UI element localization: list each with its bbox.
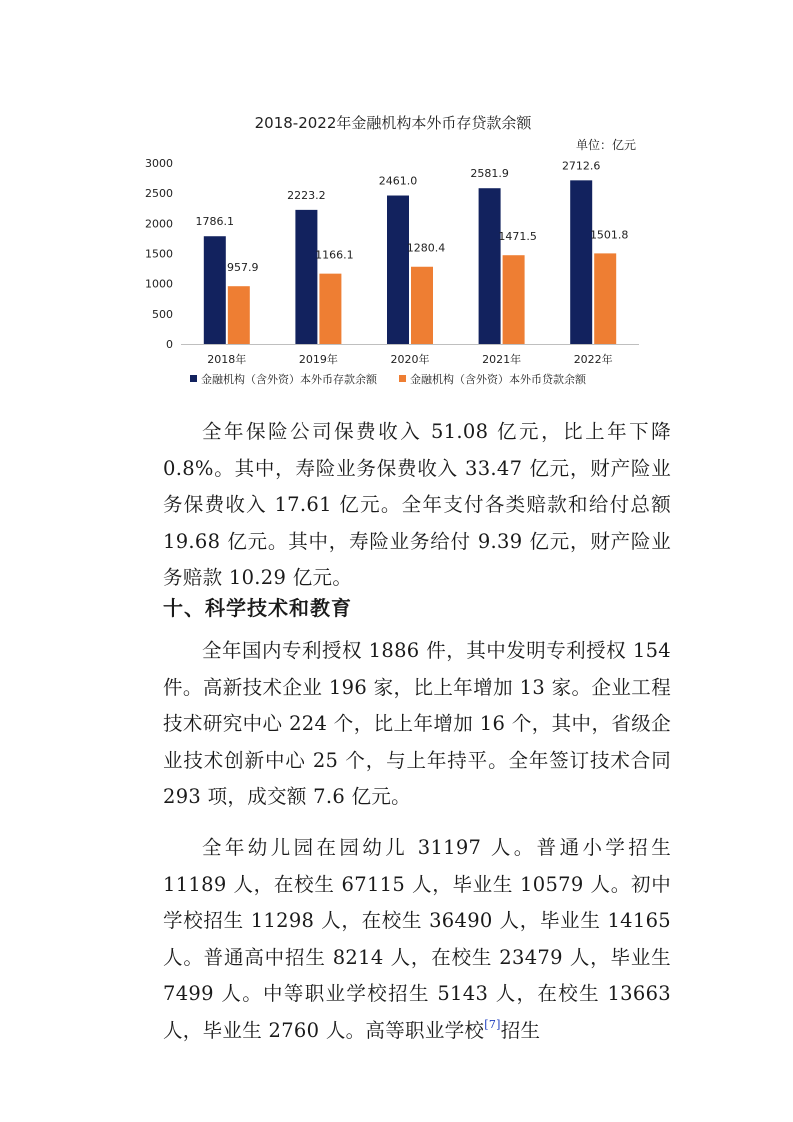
education-main: 全年幼儿园在园幼儿 31197 人。普通小学招生 11189 人，在校生 67115 人，毕业生 10579 人。初中学校招生 11298 人，在校生 36490 人，毕业生 14165 人。普通高中招生 8214 人，在校生 23479 人，毕业生 7499 人。中等职业学校招生 5143 人，在校生 13663 人，毕业生 2760 人。高等职业学校 xyxy=(163,836,671,1042)
insurance-text: 全年保险公司保费收入 51.08 亿元，比上年下降 0.8%。其中，寿险业务保费收入 33.47 亿元，财产险业务保费收入 17.61 亿元。全年支付各类赔款和给付总额 19.68 亿元。其中，寿险业务给付 9.39 亿元，财产险业务赔款 10.29 亿元。 xyxy=(163,420,671,589)
x-tick-label: 2019年 xyxy=(298,353,338,366)
y-tick-label: 2500 xyxy=(145,187,173,201)
data-label: 1280.4 xyxy=(406,241,446,255)
bar-deposit xyxy=(387,196,409,344)
y-axis xyxy=(145,157,173,351)
bar-loan xyxy=(503,255,525,344)
legend-swatch xyxy=(190,375,197,382)
data-label: 2712.6 xyxy=(561,159,601,173)
y-tick-label: 3000 xyxy=(145,157,173,170)
bar-deposit xyxy=(479,188,501,344)
paragraph-education xyxy=(163,830,671,1049)
x-tick-label: 2022年 xyxy=(573,353,613,366)
bar-deposit xyxy=(204,236,226,344)
bars xyxy=(196,159,629,344)
x-axis xyxy=(181,345,639,367)
section-heading: 十、科学技术和教育 xyxy=(163,596,352,620)
data-label: 1166.1 xyxy=(315,248,354,262)
legend-swatch xyxy=(399,375,406,382)
paragraph-insurance xyxy=(163,414,671,597)
education-text xyxy=(163,830,671,1049)
bar-deposit xyxy=(295,210,317,344)
bar-loan xyxy=(411,267,433,344)
y-tick-label: 1500 xyxy=(145,247,173,261)
x-tick-label: 2020年 xyxy=(390,353,430,366)
chart-unit: 单位：亿元 xyxy=(575,138,636,152)
y-tick-label: 0 xyxy=(166,338,173,351)
deposit-loan-chart xyxy=(0,100,793,400)
legend xyxy=(190,372,587,386)
bar-deposit xyxy=(570,180,592,344)
x-tick-label: 2021年 xyxy=(482,353,522,366)
education-tail: 招生 xyxy=(500,1018,541,1042)
legend-entry: 金融机构（含外资）本外币存款余额 xyxy=(201,373,377,386)
chart-title: 2018-2022年金融机构本外币存贷款余额 xyxy=(254,114,532,132)
data-label: 1501.8 xyxy=(589,228,629,242)
data-label: 957.9 xyxy=(227,261,259,275)
paragraph-science xyxy=(163,633,671,816)
x-tick-label: 2018年 xyxy=(207,353,247,366)
y-tick-label: 500 xyxy=(152,307,173,321)
bar-loan xyxy=(319,274,341,344)
y-tick-label: 1000 xyxy=(145,277,173,291)
data-label: 1471.5 xyxy=(498,230,537,244)
data-label: 2223.2 xyxy=(287,188,326,202)
bar-loan xyxy=(594,253,616,344)
legend-entry: 金融机构（含外资）本外币贷款余额 xyxy=(410,373,586,386)
data-label: 2581.9 xyxy=(470,167,509,181)
bar-loan xyxy=(228,286,250,344)
footnote-ref[interactable]: [7] xyxy=(484,1017,501,1031)
y-tick-label: 2000 xyxy=(145,217,173,231)
data-label: 1786.1 xyxy=(195,215,235,229)
data-label: 2461.0 xyxy=(378,174,418,188)
science-text: 全年国内专利授权 1886 件，其中发明专利授权 154 件。高新技术企业 196 家，比上年增加 13 家。企业工程技术研究中心 224 个，比上年增加 16 个，其中，省级企业技术创新中心 25 个，与上年持平。全年签订技术合同 293 项，成交额 7.6 亿元。 xyxy=(163,639,671,808)
